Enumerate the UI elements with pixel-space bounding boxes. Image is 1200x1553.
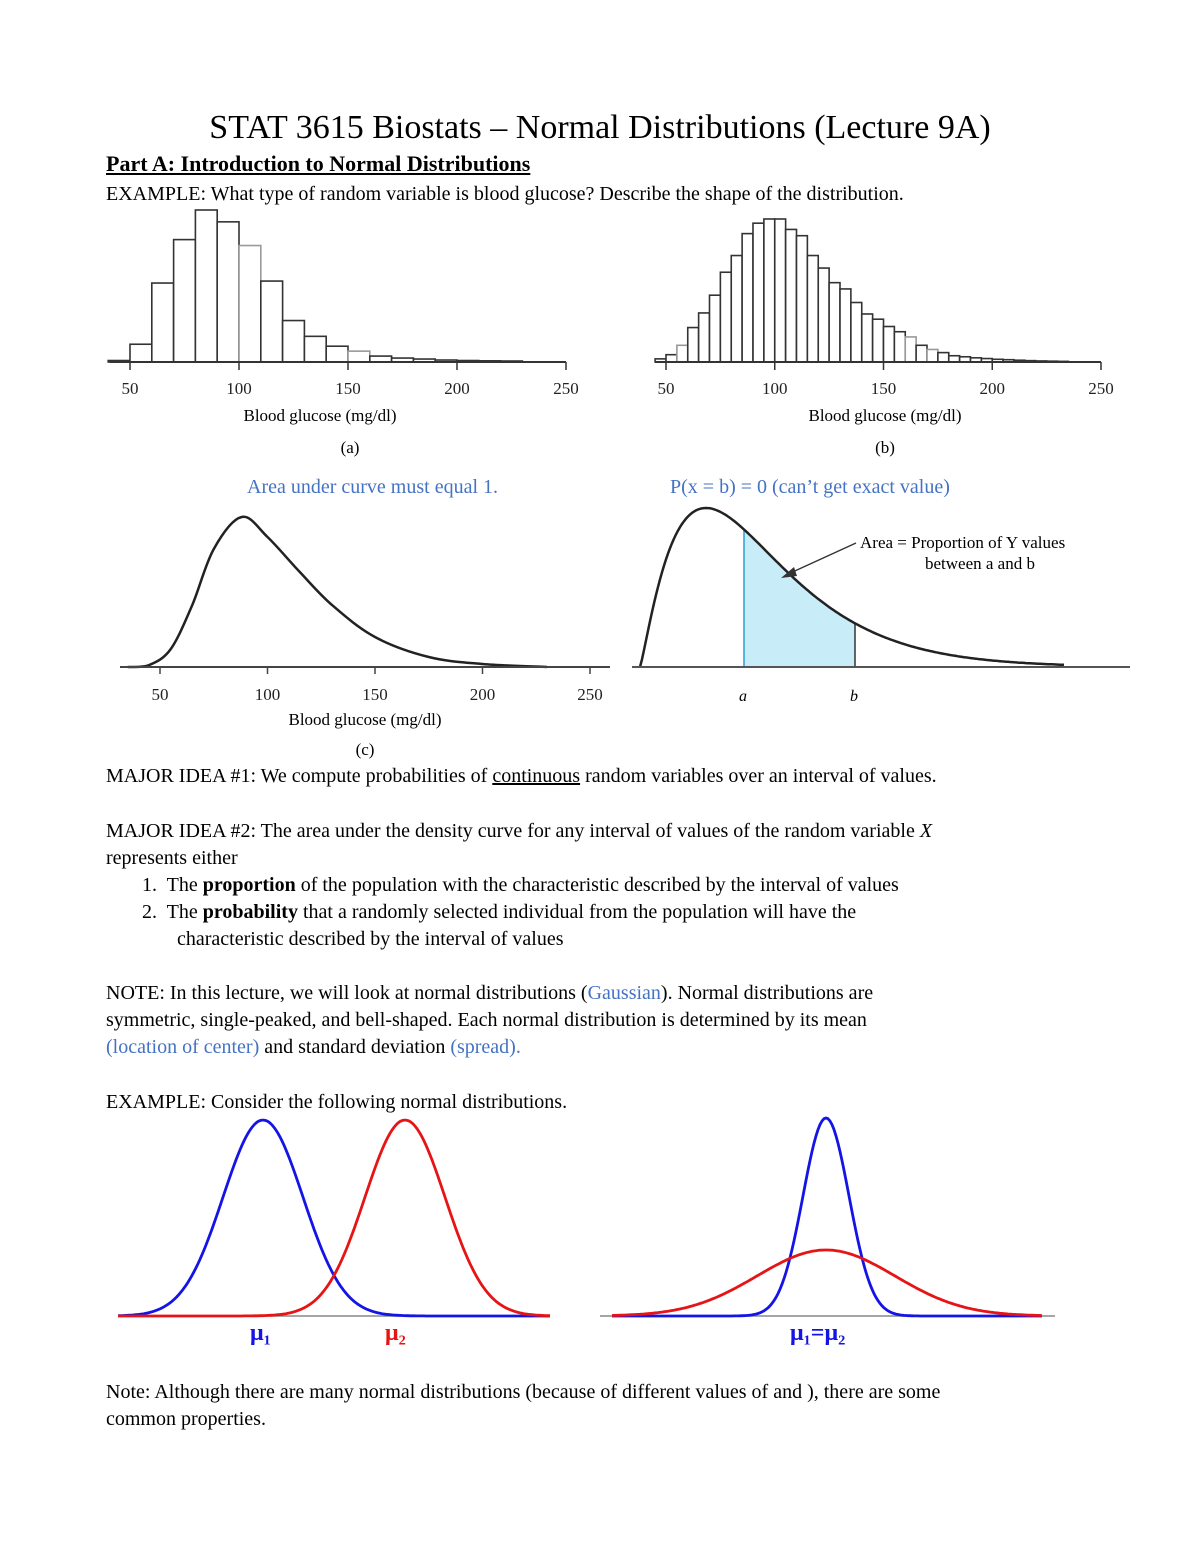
normal-curve xyxy=(612,1250,1042,1316)
histogram-bar xyxy=(392,358,414,362)
x-tick-label: 150 xyxy=(870,379,897,398)
histogram-bar xyxy=(130,344,152,362)
histogram-bar xyxy=(501,361,523,362)
histogram-bar xyxy=(764,219,775,362)
curve-c-xlabel: Blood glucose (mg/dl) xyxy=(288,710,442,729)
list-item: 1. The proportion of the population with the characteristic described by the interval of values xyxy=(142,874,899,896)
example-question: EXAMPLE: What type of random variable is blood glucose? Describe the shape of the distribution. xyxy=(106,183,904,205)
hist-b-label: (b) xyxy=(875,438,895,457)
histogram-bar xyxy=(108,361,130,362)
histogram-bar xyxy=(981,359,992,362)
normal-curve xyxy=(118,1120,550,1316)
histogram-bar xyxy=(938,353,949,362)
annotation-arrow xyxy=(786,543,856,575)
histogram-bar xyxy=(862,314,873,362)
area-annotation-line1: Area = Proportion of Y values xyxy=(860,533,1066,552)
x-tick-label: 50 xyxy=(657,379,675,398)
x-tick-label: 250 xyxy=(553,379,579,398)
histogram-bar xyxy=(1003,360,1014,362)
histogram-bar xyxy=(905,337,916,362)
histogram-bar xyxy=(326,346,348,362)
histogram-bar xyxy=(851,303,862,362)
histogram-bar xyxy=(688,328,699,362)
histogram-bar xyxy=(239,246,261,362)
histogram-bar xyxy=(710,295,721,362)
histogram-bar xyxy=(435,360,457,362)
histogram-bar xyxy=(699,313,710,362)
x-tick-label: 50 xyxy=(121,379,139,398)
histogram-bar xyxy=(894,332,905,362)
histogram-bar xyxy=(797,236,808,362)
histogram-bar xyxy=(1014,360,1025,362)
x-tick-label: 100 xyxy=(254,685,281,704)
x-tick-label: 100 xyxy=(762,379,788,398)
page-title: STAT 3615 Biostats – Normal Distributions (Lecture 9A) xyxy=(209,109,991,146)
histogram-bar xyxy=(916,345,927,362)
density-curve xyxy=(640,508,1064,667)
histogram-bar xyxy=(807,256,818,362)
hist-b-xlabel: Blood glucose (mg/dl) xyxy=(808,406,962,425)
histogram-bar xyxy=(840,289,851,362)
tick-b: b xyxy=(850,688,858,705)
histogram-bar xyxy=(884,327,895,362)
histogram-bar xyxy=(217,222,239,362)
histogram-bar xyxy=(742,234,753,362)
histogram-bar xyxy=(413,359,435,362)
histogram-bar xyxy=(949,356,960,362)
histogram-bar xyxy=(971,358,982,362)
histogram-bar xyxy=(152,283,174,362)
area-note: Area under curve must equal 1. xyxy=(247,476,499,498)
histogram-bar xyxy=(720,272,731,362)
histogram-bar xyxy=(457,361,479,362)
hist-a-label: (a) xyxy=(340,438,360,457)
histogram-bar xyxy=(775,219,786,362)
arrow-head xyxy=(781,567,797,578)
section-heading: Part A: Introduction to Normal Distributions xyxy=(106,151,531,176)
note-line-3: (location of center) and standard deviation (spread). xyxy=(106,1036,521,1058)
major-idea-1: MAJOR IDEA #1: We compute probabilities of continuous random variables over an interval of values. xyxy=(106,765,937,787)
histogram-bar xyxy=(829,283,840,362)
example-2: EXAMPLE: Consider the following normal distributions. xyxy=(106,1091,568,1113)
major-idea-2-line2: represents either xyxy=(106,847,238,869)
mu2-label: μ₂ xyxy=(385,1320,406,1346)
x-tick-label: 250 xyxy=(577,685,603,704)
histogram-bar xyxy=(304,336,326,362)
normal-curve xyxy=(118,1120,550,1316)
prob-note: P(x = b) = 0 (can’t get exact value) xyxy=(670,476,950,498)
histogram-bar xyxy=(731,256,742,362)
histogram-bar xyxy=(1047,361,1058,362)
histogram-bar xyxy=(786,229,797,362)
note-line-1: NOTE: In this lecture, we will look at normal distributions (Gaussian). Normal distributions are xyxy=(106,982,874,1004)
histogram-bar xyxy=(655,359,666,362)
histogram-bar xyxy=(873,319,884,362)
histogram-bar xyxy=(174,240,196,362)
list-item-continuation: characteristic described by the interval of values xyxy=(177,928,564,950)
histogram-bar xyxy=(818,268,829,362)
x-tick-label: 150 xyxy=(362,685,388,704)
x-tick-label: 150 xyxy=(335,379,361,398)
histogram-bar xyxy=(479,361,501,362)
density-curve xyxy=(128,517,547,667)
histogram-bar xyxy=(666,355,677,362)
histogram-bar xyxy=(960,357,971,362)
histogram-bar xyxy=(370,356,392,362)
tick-a: a xyxy=(739,688,747,705)
x-tick-label: 100 xyxy=(226,379,252,398)
hist-a-xlabel: Blood glucose (mg/dl) xyxy=(243,406,397,425)
x-tick-label: 250 xyxy=(1088,379,1114,398)
final-note-1: Note: Although there are many normal distributions (because of different values of and ), there are some xyxy=(106,1381,941,1403)
normal-curve xyxy=(612,1118,1042,1316)
histogram-bar xyxy=(195,210,217,362)
histogram-bar xyxy=(677,345,688,362)
curve-c-label: (c) xyxy=(355,740,375,759)
mu1-label: μ₁ xyxy=(250,1320,271,1346)
histogram-bar xyxy=(1058,361,1069,362)
list-item: 2. The probability that a randomly selected individual from the population will have the xyxy=(142,901,857,923)
area-annotation-line2: between a and b xyxy=(925,554,1035,573)
note-line-2: symmetric, single-peaked, and bell-shaped. Each normal distribution is determined by its mean xyxy=(106,1009,867,1031)
x-tick-label: 200 xyxy=(444,379,470,398)
histogram-bar xyxy=(348,351,370,362)
final-note-2: common properties. xyxy=(106,1408,266,1430)
major-idea-2: MAJOR IDEA #2: The area under the density curve for any interval of values of the random variable X xyxy=(106,820,933,842)
histogram-bar xyxy=(927,349,938,362)
histogram-bar xyxy=(1025,361,1036,362)
histogram-bar xyxy=(753,223,764,362)
histogram-bar xyxy=(992,359,1003,362)
x-tick-label: 50 xyxy=(151,685,169,704)
x-tick-label: 200 xyxy=(469,685,496,704)
mu-equal-label: μ₁=μ₂ xyxy=(790,1320,846,1346)
histogram-bar xyxy=(1036,361,1047,362)
histogram-bar xyxy=(283,321,305,362)
histogram-bar xyxy=(261,281,283,362)
x-tick-label: 200 xyxy=(979,379,1005,398)
shaded-area xyxy=(744,530,855,668)
